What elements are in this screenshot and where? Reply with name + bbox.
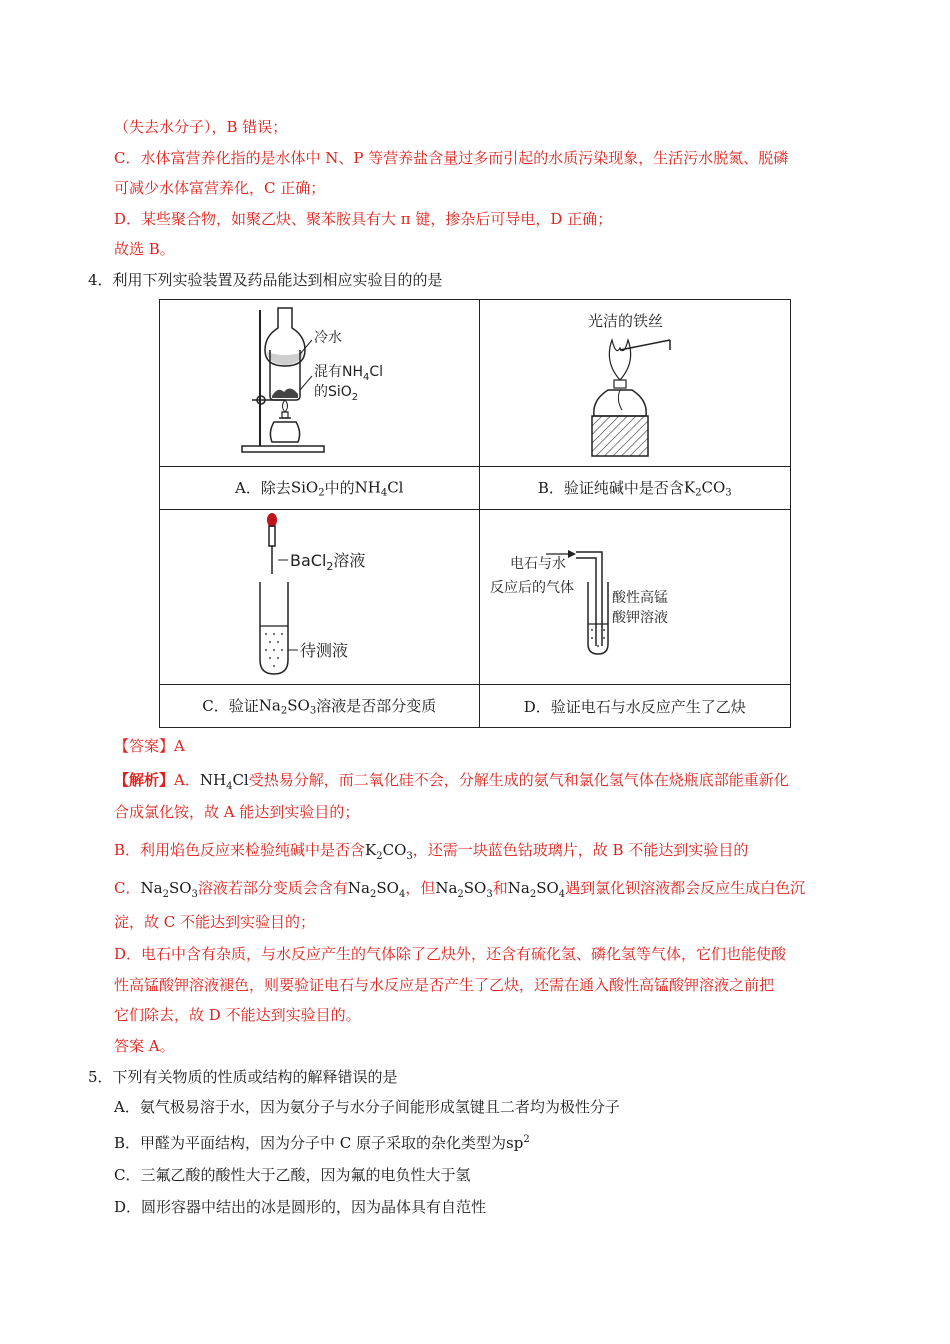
- option-c-f1-end: SO: [287, 696, 310, 715]
- analysis-b-suffix: ，还需一块蓝色钴玻璃片，故 B 不能达到实验目的: [412, 841, 749, 859]
- analysis-c-t1: 溶液若部分变质会含有: [197, 879, 348, 897]
- figure-b-cell: [479, 300, 791, 467]
- analysis-c-na2so4-a: Na: [347, 879, 370, 897]
- option-a-f2: NH: [354, 478, 381, 497]
- q5-option-b-formula: sp: [506, 1134, 524, 1152]
- q4-analysis-d-line2: 性高锰酸钾溶液褪色，则要验证电石与水反应是否产生了乙炔，还需在通入酸性高锰酸钾溶液之前把: [114, 976, 775, 994]
- analysis-c-na2so3-a-end: SO: [168, 879, 192, 897]
- fig-d-label-gas2: 反应后的气体: [489, 580, 574, 596]
- analysis-c-na2so3-b-sub: 2: [457, 889, 464, 900]
- analysis-c-t4: 遇到氯化钡溶液都会反应生成白色沉: [565, 879, 806, 897]
- figure-b-flame-test: [480, 300, 791, 466]
- option-c-suffix: 溶液是否部分变质: [316, 697, 437, 716]
- fig-a-label-sio2-sub: 2: [351, 392, 359, 403]
- q4-stem: 4．利用下列实验装置及药品能达到相应实验目的的是: [88, 271, 443, 289]
- fig-d-label-kmno4-2: 酸钾溶液: [611, 610, 668, 626]
- analysis-a-f-sub: 4: [226, 781, 233, 792]
- option-b-cell: [479, 467, 791, 510]
- option-c-f1-sub2: 3: [309, 705, 317, 717]
- experiment-table: [159, 299, 791, 728]
- option-c-f1: Na: [258, 696, 281, 715]
- analysis-b-co: CO: [382, 841, 407, 859]
- q5-option-b-text: B．甲醛为平面结构，因为分子中 C 原子采取的杂化类型为: [114, 1134, 507, 1152]
- option-c-f1-sub: 2: [280, 705, 288, 717]
- analysis-b-co-sub: 3: [406, 851, 413, 862]
- fig-d-label-gas1: 电石与水: [509, 556, 566, 572]
- q5-option-c: C．三氟乙酸的酸性大于乙酸，因为氟的电负性大于氢: [114, 1166, 471, 1184]
- figure-d-cell: [479, 510, 791, 685]
- svg-text:的SiO2: [314, 384, 358, 403]
- option-d-cell: [479, 685, 791, 728]
- fig-c-label-sample: 待测液: [300, 641, 349, 660]
- analysis-a-f: NH: [199, 771, 227, 789]
- analysis-c-na2so3-a: Na: [140, 879, 163, 897]
- option-a-prefix: A．除去: [235, 479, 291, 498]
- option-c-cell: [160, 685, 480, 728]
- fig-d-label-kmno4-1: 酸性高锰: [611, 590, 668, 606]
- q4-analysis-d-line3: 它们除去，故 D 不能达到实验目的。: [114, 1006, 361, 1024]
- fig-c-label-bacl2: BaCl: [290, 551, 327, 570]
- option-a-f1-sub: 2: [318, 487, 325, 499]
- option-a-f2-sub: 4: [380, 487, 388, 499]
- option-b-prefix: B．验证纯碱中是否含: [537, 479, 684, 498]
- analysis-a-prefix: A．: [174, 771, 200, 789]
- analysis-c-na2so3-a-sub2: 3: [191, 889, 198, 900]
- option-b-f1-sub: 2: [695, 487, 702, 499]
- q4-answer: 【答案】A: [114, 737, 185, 755]
- analysis-b-k-sub: 2: [376, 851, 383, 862]
- option-a-f1: SiO: [290, 478, 319, 497]
- q5-stem: 5．下列有关物质的性质或结构的解释错误的是: [88, 1068, 398, 1086]
- analysis-b-prefix: B．利用焰色反应来检验纯碱中是否含: [114, 841, 366, 859]
- q5-option-b: [114, 1130, 530, 1153]
- analysis-c-na2so3-a-sub: 2: [162, 889, 169, 900]
- q3-option-c-line2: 可减少水体富营养化，C 正确；: [114, 179, 326, 197]
- q4-final-answer: 答案 A。: [114, 1037, 175, 1055]
- q5-option-b-sup: 2: [523, 1134, 530, 1145]
- q3-option-d: D．某些聚合物，如聚乙炔、聚苯胺具有大 π 键，掺杂后可导电，D 正确；: [114, 210, 613, 228]
- fig-b-label-iron-wire: 光洁的铁丝: [587, 312, 663, 330]
- svg-text:BaCl2溶液: [290, 551, 365, 573]
- figure-c-test-tube: [160, 510, 479, 684]
- fig-a-label-mixture-sub: 4: [363, 372, 370, 383]
- analysis-b-k: K: [365, 841, 377, 859]
- option-d-text: D．验证电石与水反应产生了乙炔: [523, 697, 746, 716]
- option-a-f2-end: Cl: [387, 478, 404, 497]
- q4-analysis-b: [114, 840, 748, 867]
- analysis-c-t2: ，但: [405, 879, 436, 897]
- fig-a-label-mixture: 混有NH: [314, 364, 363, 380]
- q5-option-d: D．圆形容器中结出的冰是圆形的，因为晶体具有自范性: [114, 1198, 487, 1216]
- fig-a-label-cold-water: 冷水: [314, 330, 342, 346]
- q4-analysis-a-line2: 合成氯化铵，故 A 能达到实验目的；: [114, 803, 360, 821]
- analysis-c-na2so3-b-sub2: 3: [486, 889, 493, 900]
- option-a-mid: 中的: [324, 479, 355, 498]
- q5-option-a: A．氨气极易溶于水，因为氨分子与水分子间能形成氢键且二者均为极性分子: [114, 1098, 620, 1116]
- q4-analysis-d-line1: D．电石中含有杂质，与水反应产生的气体除了乙炔外，还含有硫化氢、磷化氢等气体，它们也能使酸: [114, 945, 787, 963]
- fig-a-label-sio2: 的SiO: [314, 384, 352, 400]
- fig-a-label-mixture-end: Cl: [369, 364, 384, 380]
- analysis-c-na2so4-a-sub: 2: [369, 889, 377, 900]
- option-b-f1: K: [683, 478, 696, 497]
- q3-conclusion: 故选 B。: [114, 240, 175, 258]
- analysis-a-text: 受热易分解，而二氧化硅不会，分解生成的氨气和氯化氢气体在烧瓶底部能重新化: [248, 771, 789, 789]
- q3-line-b: （失去水分子），B 错误；: [114, 118, 288, 136]
- figure-a-sublimation-apparatus: [160, 300, 479, 466]
- q4-analysis-c-line1: C．$Na_2SO_3$溶液若部分变质会含有$Na_2SO_4$，但$Na_2SO_3$和$Na_2SO_4$遇到氯化钡溶液都会反应生成白色沉: [114, 879, 806, 900]
- option-b-f1-end: CO: [701, 478, 726, 497]
- figure-d-gas-test: [480, 510, 791, 684]
- fig-c-label-bacl2-end: 溶液: [333, 551, 366, 570]
- svg-text:混有NH4Cl: [314, 364, 383, 383]
- analysis-c-t3: 和: [492, 879, 508, 897]
- figure-a-cell: [160, 300, 480, 467]
- analysis-tag: 【解析】: [114, 771, 175, 789]
- option-a-cell: [160, 467, 480, 510]
- analysis-c-na2so3-b-end: SO: [463, 879, 487, 897]
- figure-c-cell: [160, 510, 480, 685]
- analysis-c-prefix: C．: [114, 879, 141, 897]
- analysis-a-f-end: Cl: [232, 771, 249, 789]
- option-c-prefix: C．验证: [202, 697, 259, 716]
- q4-analysis-c-line2: 淀，故 C 不能达到实验目的；: [114, 913, 316, 931]
- analysis-c-na2so4-b: Na: [507, 879, 530, 897]
- fig-c-label-bacl2-sub: 2: [326, 560, 334, 573]
- q3-option-c-line1: C．水体富营养化指的是水体中 N、P 等营养盐含量过多而引起的水质污染现象，生活污水脱氮、脱磷: [114, 149, 789, 167]
- analysis-c-na2so3-b: Na: [435, 879, 458, 897]
- analysis-c-na2so4-b-sub: 2: [529, 889, 537, 900]
- q4-analysis-a-line1: [114, 770, 789, 797]
- option-b-f1-sub2: 3: [725, 487, 732, 499]
